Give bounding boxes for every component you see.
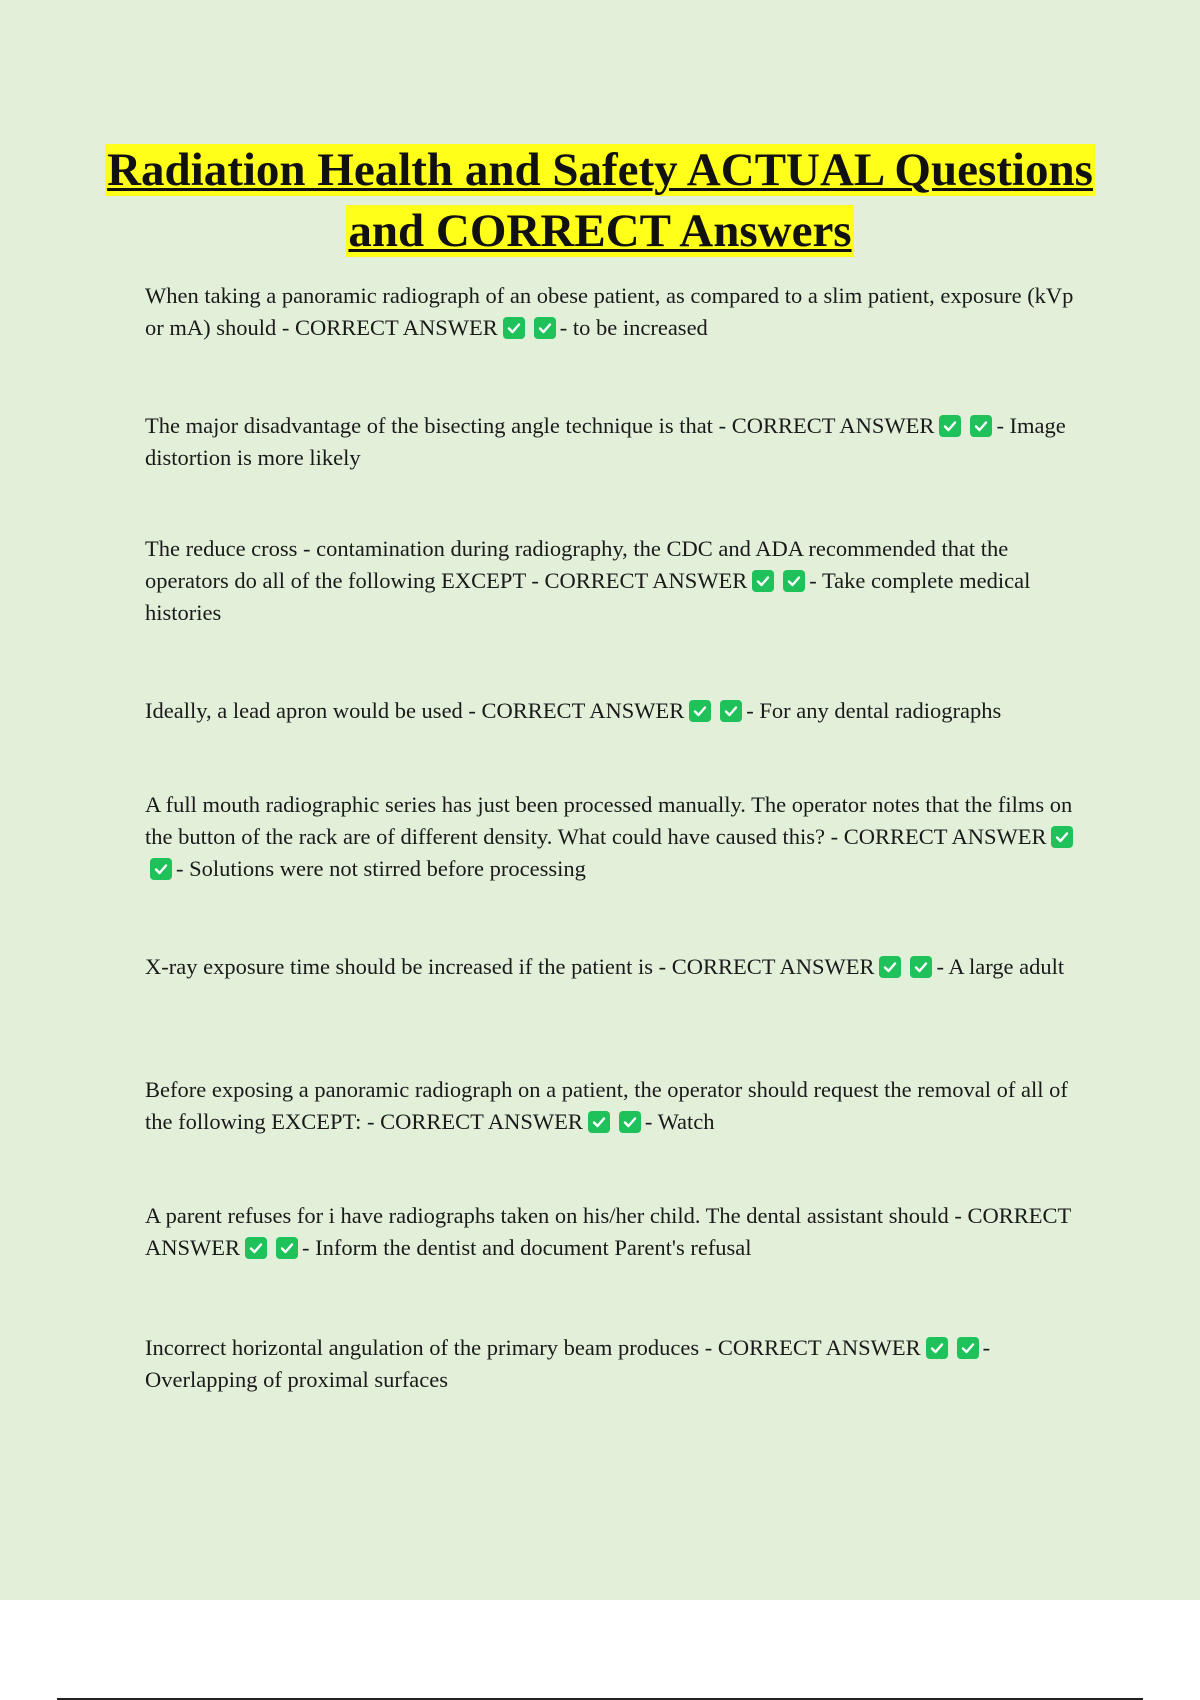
check-mark-icon: [720, 700, 742, 722]
answer-marker: CORRECT ANSWER: [717, 1335, 921, 1360]
check-mark-icon: [970, 415, 992, 437]
question-text: Ideally, a lead apron would be used -: [145, 698, 476, 723]
qa-item: [145, 533, 1090, 629]
question-text: A full mouth radiographic series has just been processed manually. The operator notes that the films on the button of the rack are of different density. What could have caused this? -: [145, 792, 1073, 849]
check-mark-icon: [534, 317, 556, 339]
check-mark-icon: [879, 956, 901, 978]
qa-item: [145, 951, 1090, 983]
check-mark-icon: [503, 317, 525, 339]
answer-text: - Watch: [644, 1109, 715, 1134]
check-mark-icon: [752, 570, 774, 592]
question-text: X-ray exposure time should be increased if the patient is -: [145, 954, 667, 979]
qa-item: [145, 410, 1090, 474]
answer-marker: CORRECT ANSWER: [671, 954, 875, 979]
check-mark-icon: [619, 1111, 641, 1133]
check-mark-icon: [588, 1111, 610, 1133]
answer-text: - A large adult: [936, 954, 1065, 979]
check-mark-icon: [783, 570, 805, 592]
qa-item: [145, 1074, 1090, 1138]
qa-item: [145, 789, 1090, 885]
answer-marker: CORRECT ANSWER: [731, 413, 935, 438]
qa-item: [145, 280, 1090, 344]
answer-marker: CORRECT ANSWER: [380, 1109, 583, 1134]
check-mark-icon: [957, 1337, 979, 1359]
question-text: The reduce cross - contamination during radiography, the CDC and ADA recommended that the operators do all of the following EXCEPT -: [145, 536, 1009, 593]
question-text: A parent refuses for i have radiographs taken on his/her child. The dental assistant should -: [145, 1203, 962, 1228]
answer-marker: CORRECT ANSWER: [843, 824, 1047, 849]
check-mark-icon: [926, 1337, 948, 1359]
question-text: The major disadvantage of the bisecting angle technique is that -: [145, 413, 727, 438]
answer-marker: CORRECT ANSWER: [544, 568, 748, 593]
answer-text: - Inform the dentist and document Parent's refusal: [302, 1235, 752, 1260]
check-mark-icon: [245, 1237, 267, 1259]
question-text: Before exposing a panoramic radiograph on a patient, the operator should request the removal of all of the following EXCEPT: -: [145, 1077, 1068, 1134]
answer-marker: CORRECT ANSWER: [145, 1203, 1071, 1260]
answer-marker: CORRECT ANSWER: [481, 698, 685, 723]
check-mark-icon: [150, 858, 172, 880]
question-text: Incorrect horizontal angulation of the primary beam produces -: [145, 1335, 713, 1360]
qa-item: [145, 695, 1090, 727]
qa-item: [145, 1200, 1090, 1264]
answer-text: - Image distortion is more likely: [145, 413, 1066, 470]
title-block: [100, 140, 1100, 262]
check-mark-icon: [910, 956, 932, 978]
answer-text: - Solutions were not stirred before processing: [176, 856, 586, 881]
answer-text: - to be increased: [559, 315, 708, 340]
question-text: When taking a panoramic radiograph of an obese patient, as compared to a slim patient, exposure (kVp or mA) should -: [145, 283, 1074, 340]
answer-text: - Take complete medical histories: [145, 568, 1031, 625]
answer-text: - Overlapping of proximal surfaces: [145, 1335, 991, 1392]
answer-marker: CORRECT ANSWER: [295, 315, 498, 340]
answer-text: - For any dental radiographs: [746, 698, 1002, 723]
document-title: Radiation Health and Safety ACTUAL Questions and CORRECT Answers: [107, 144, 1093, 257]
qa-item: [145, 1332, 1090, 1396]
check-mark-icon: [276, 1237, 298, 1259]
check-mark-icon: [939, 415, 961, 437]
check-mark-icon: [689, 700, 711, 722]
check-mark-icon: [1051, 826, 1073, 848]
